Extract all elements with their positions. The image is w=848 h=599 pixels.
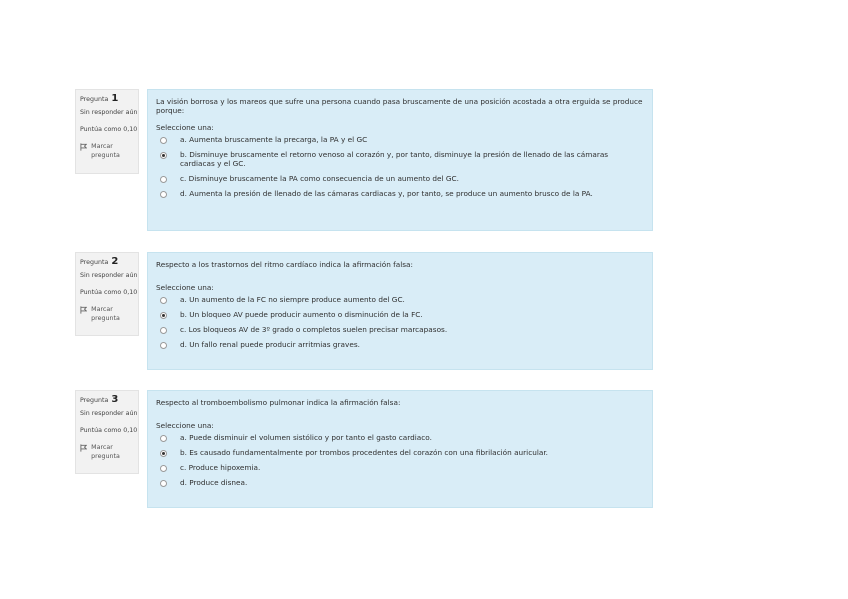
question-label: Pregunta [80,259,109,266]
answer-label[interactable]: b. Un bloqueo AV puede producir aumento o disminución de la FC. [180,310,423,319]
answer-label[interactable]: b. Es causado fundamentalmente por trombos procedentes del corazón con una fibrilación auricular. [180,448,548,457]
answer-option-a[interactable] [160,135,644,144]
answer-prompt: Seleccione una: [156,421,214,430]
answer-option-d[interactable] [160,478,644,487]
answer-radio[interactable] [160,435,167,442]
answer-prompt: Seleccione una: [156,283,214,292]
question-text: La visión borrosa y los mareos que sufre una persona cuando pasa bruscamente de una posición acostada a otra erguida se produce porque: [156,97,643,115]
question-text: Respecto a los trastornos del ritmo cardíaco indica la afirmación falsa: [156,260,413,269]
answer-option-d[interactable] [160,189,644,198]
flag-question-label: Marcar pregunta [91,143,120,159]
question-label: Pregunta [80,397,109,404]
question-score: Puntúa como 0,10 [80,427,138,434]
question-number [80,94,138,104]
question-number [80,395,138,405]
answer-prompt: Seleccione una: [156,123,214,132]
question-score: Puntúa como 0,10 [80,289,138,296]
answer-label[interactable]: a. Aumenta bruscamente la precarga, la PA y el GC [180,135,368,144]
answer-radio[interactable] [160,176,167,183]
answer-radio[interactable] [160,191,167,198]
answer-option-a[interactable] [160,295,644,304]
question-number-value: 3 [111,394,119,405]
question-status: Sin responder aún [80,410,138,417]
answer-option-d[interactable] [160,340,644,349]
answer-label[interactable]: a. Un aumento de la FC no siempre produce aumento del GC. [180,295,405,304]
answer-option-b[interactable] [160,150,644,168]
answer-option-c[interactable] [160,463,644,472]
question-score: Puntúa como 0,10 [80,126,138,133]
flag-question-button[interactable] [80,142,138,160]
answer-radio[interactable] [160,450,167,457]
question-status: Sin responder aún [80,109,138,116]
answer-label[interactable]: d. Aumenta la presión de llenado de las cámaras cardiacas y, por tanto, se produce un aumento brusco de la PA. [180,189,593,198]
answer-radio[interactable] [160,327,167,334]
answer-radio[interactable] [160,297,167,304]
question-info [75,390,139,474]
question-content [147,252,653,370]
answer-option-a[interactable] [160,433,644,442]
answer-label[interactable]: c. Produce hipoxemia. [180,463,261,472]
question-content [147,89,653,231]
answer-label[interactable]: c. Disminuye bruscamente la PA como consecuencia de un aumento del GC. [180,174,459,183]
answer-option-c[interactable] [160,325,644,334]
answer-radio[interactable] [160,152,167,159]
question-label: Pregunta [80,96,109,103]
flag-question-label: Marcar pregunta [91,306,120,322]
answer-radio[interactable] [160,312,167,319]
flag-icon [80,444,87,452]
question-content [147,390,653,508]
answer-label[interactable]: a. Puede disminuir el volumen sistólico y por tanto el gasto cardiaco. [180,433,432,442]
flag-icon [80,143,87,151]
answer-label[interactable]: d. Produce disnea. [180,478,248,487]
question-number [80,257,138,267]
answer-radio[interactable] [160,342,167,349]
question-number-value: 2 [111,256,119,267]
answer-radio[interactable] [160,137,167,144]
question-text: Respecto al tromboembolismo pulmonar indica la afirmación falsa: [156,398,401,407]
flag-question-label: Marcar pregunta [91,444,120,460]
question-info [75,89,139,174]
flag-question-button[interactable] [80,443,138,461]
answer-option-b[interactable] [160,310,644,319]
flag-question-button[interactable] [80,305,138,323]
flag-icon [80,306,87,314]
answer-label[interactable]: d. Un fallo renal puede producir arritmias graves. [180,340,360,349]
answer-radio[interactable] [160,465,167,472]
answer-option-c[interactable] [160,174,644,183]
answer-radio[interactable] [160,480,167,487]
question-number-value: 1 [111,93,119,104]
question-status: Sin responder aún [80,272,138,279]
answer-option-b[interactable] [160,448,644,457]
answer-label[interactable]: c. Los bloqueos AV de 3º grado o completos suelen precisar marcapasos. [180,325,448,334]
answer-label[interactable]: b. Disminuye bruscamente el retorno venoso al corazón y, por tanto, disminuye la presión de llenado de las cámaras cardiacas y el GC. [180,150,609,168]
question-info [75,252,139,336]
